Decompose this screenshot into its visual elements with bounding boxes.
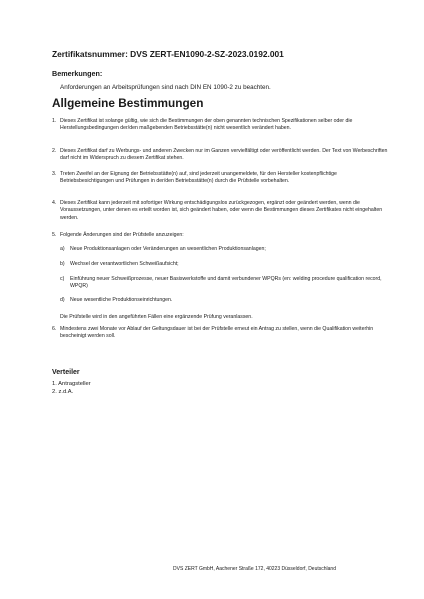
supplementary-note: Die Prüfstelle wird in den angeführten Fällen eine ergänzende Prüfung veranlassen.: [60, 314, 253, 320]
distribution-item: 1. Antragsteller: [52, 381, 91, 387]
remarks-text: Anforderungen an Arbeitsprüfungen sind nach DIN EN 1090-2 zu beachten.: [60, 84, 271, 91]
provision-text: Dieses Zertifikat ist solange gültig, wie sich die Bestimmungen der oben genannten technischen Spezifikationen selber oder die Herstellungsbedingungen der/den maßgebenden Betriebsstätte(n) nicht wesentlich verändert haben.: [60, 118, 353, 132]
change-text: Neue wesentliche Produktionseinrichtungen.: [70, 297, 173, 303]
provision-item-5: [52, 232, 392, 239]
certificate-number: Zertifikatsnummer: DVS ZERT-EN1090-2-SZ-2023.0192.001: [52, 49, 284, 59]
change-letter: b): [60, 261, 65, 267]
change-item-d: [60, 297, 390, 304]
change-item-b: [60, 261, 390, 268]
provision-number: 3.: [52, 171, 57, 177]
page-footer: DVS ZERT GmbH, Aachener Straße 172, 40223 Düsseldorf, Deutschland: [173, 566, 336, 572]
change-letter: c): [60, 276, 65, 282]
provision-text: Mindestens zwei Monate vor Ablauf der Geltungsdauer ist bei der Prüfstelle erneut ein Antrag zu stellen, wenn die Qualifikation weiterhin bescheinigt werden soll.: [60, 326, 374, 340]
provision-item-4: [52, 200, 392, 222]
provision-number: 1.: [52, 118, 57, 124]
provision-number: 6.: [52, 326, 57, 332]
provision-number: 2.: [52, 148, 57, 154]
provision-text: Folgende Änderungen sind der Prüfstelle anzuzeigen:: [60, 232, 184, 238]
provision-number: 5.: [52, 232, 57, 238]
section-title: Allgemeine Bestimmungen: [52, 96, 204, 110]
change-item-c: [60, 276, 390, 291]
change-text: Einführung neuer Schweißprozesse, neuer Basiswerkstoffe und damit verbundener WPQRs (en: welding procedure qualification record, WPQR): [70, 276, 382, 290]
change-item-a: [60, 246, 390, 253]
provision-text: Treten Zweifel an der Eignung der Betriebsstätte(n) auf, sind jederzeit unangemeldete, für den Hersteller kostenpflichtige Betriebsbesichtigungen und Prüfungen in der/den Betriebsstätte(n) durch die Prüfstelle vorbehalten.: [60, 171, 337, 185]
provision-item-3: [52, 171, 392, 186]
distribution-list: [52, 381, 91, 396]
provision-text: Dieses Zertifikat kann jederzeit mit sofortiger Wirkung entschädigungslos zurückgezogen, ergänzt oder geändert werden, wenn die Voraussetzungen, unter denen es erteilt worden ist, sich geändert haben, oder wenn die Bestimmungen dieses Zertifikates nicht eingehalten werden.: [60, 200, 383, 221]
remarks-label: Bemerkungen:: [52, 69, 103, 78]
provision-item-6: [52, 326, 392, 341]
distribution-item: 2. z.d.A.: [52, 388, 74, 395]
change-letter: d): [60, 297, 65, 303]
provision-number: 4.: [52, 200, 57, 206]
change-text: Wechsel der verantwortlichen Schweißaufsicht;: [70, 261, 179, 267]
change-text: Neue Produktionsanlagen oder Veränderungen an wesentlichen Produktionsanlagen;: [70, 246, 266, 252]
distribution-label: Verteiler: [52, 369, 80, 376]
change-letter: a): [60, 246, 65, 252]
provision-item-1: [52, 118, 392, 133]
provision-text: Dieses Zertifikat darf zu Werbungs- und anderen Zwecken nur im Ganzen vervielfältigt oder veröffentlicht werden. Der Text von Werbeschriften darf nicht im Widerspruch zu diesem Zertifikat stehen.: [60, 148, 388, 162]
provision-item-2: [52, 148, 392, 163]
